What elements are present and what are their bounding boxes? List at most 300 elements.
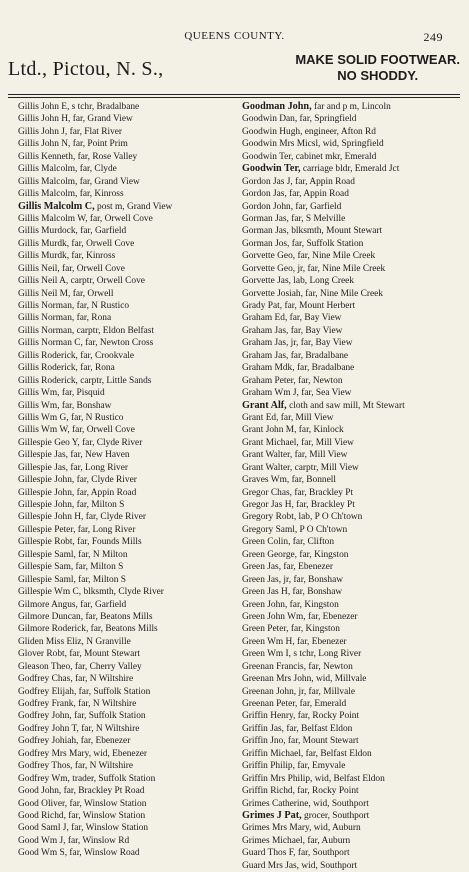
directory-entry bbox=[18, 760, 244, 772]
entry-details: far, Mill View bbox=[292, 450, 348, 461]
entry-name: Gillis Neil M, bbox=[18, 288, 71, 299]
entry-details: far, Mill View bbox=[278, 412, 334, 423]
entry-details: far, Appin Road bbox=[74, 487, 137, 498]
entry-name: Grant Walter, bbox=[242, 462, 293, 473]
entry-name: Good Wm J, bbox=[18, 835, 66, 846]
entry-details: far, Bradalbane bbox=[288, 350, 349, 361]
entry-details: N Granville bbox=[83, 636, 131, 647]
entry-details: far, Kingston bbox=[288, 624, 340, 635]
entry-name: Gordon John, bbox=[242, 201, 294, 212]
directory-entry bbox=[242, 337, 468, 349]
entry-name: Good Saml J, bbox=[18, 823, 69, 834]
directory-entry bbox=[18, 337, 244, 349]
entry-name: Gillespie John, bbox=[18, 475, 75, 486]
entry-name: Gorman Jas, bbox=[242, 226, 289, 237]
directory-entry bbox=[242, 785, 468, 797]
entry-name: Godfrey Thos, bbox=[18, 761, 73, 772]
entry-details: far, Appin Road bbox=[292, 176, 355, 187]
directory-entry bbox=[18, 288, 244, 300]
banner-slogan-line1: MAKE SOLID FOOTWEAR. bbox=[295, 52, 460, 67]
entry-details: far, Brackley Pt bbox=[293, 500, 355, 510]
entry-details: far, Clifton bbox=[290, 537, 335, 548]
entry-details: far, S Melville bbox=[288, 213, 346, 224]
entry-name: Gillis Norman, bbox=[18, 325, 75, 336]
entry-details: far, Belfast Eldon bbox=[303, 748, 372, 759]
entry-name: Gordon Jas J, bbox=[242, 176, 293, 187]
entry-name: Griffin Richd, bbox=[242, 786, 295, 797]
directory-entry bbox=[18, 511, 244, 523]
entry-details: far, Ebenezer bbox=[281, 562, 333, 573]
right-column bbox=[242, 101, 468, 872]
entry-details: far, Orwell Cove bbox=[59, 263, 125, 274]
entry-name: Green John, bbox=[242, 599, 288, 610]
directory-entry bbox=[18, 487, 244, 499]
entry-details: far, Grand View bbox=[70, 114, 133, 125]
entry-name: Grimes Michael, bbox=[242, 835, 306, 846]
entry-name: Green Jas, jr, bbox=[242, 574, 292, 585]
directory-entry bbox=[242, 201, 468, 213]
entry-name: Gillis Murdk, bbox=[18, 251, 70, 262]
directory-entry bbox=[242, 412, 468, 424]
entry-name: Greenan Francis, bbox=[242, 661, 307, 672]
entry-name: Godfrey Frank, bbox=[18, 699, 76, 709]
directory-entry bbox=[242, 437, 468, 449]
entry-details: far, Southport bbox=[295, 848, 350, 859]
entry-name: Good John, bbox=[18, 786, 62, 797]
entry-name: Gillis Murdk, bbox=[18, 238, 70, 249]
entry-name: Gillis Roderick, bbox=[18, 375, 78, 386]
entry-details: far, Garfield bbox=[77, 226, 127, 237]
entry-name: Glover Robt, bbox=[18, 649, 67, 660]
entry-details: far, N Rustico bbox=[74, 301, 130, 311]
entry-details: far, Crookvale bbox=[77, 350, 135, 361]
directory-entry bbox=[18, 325, 244, 337]
directory-entry bbox=[18, 798, 244, 810]
entry-name: Green John Wm, bbox=[242, 611, 306, 622]
directory-entry bbox=[242, 810, 468, 822]
entry-details: far, Bay View bbox=[287, 313, 342, 324]
entry-details: far, Suffolk Station bbox=[71, 711, 146, 722]
county-title: QUEENS COUNTY. bbox=[184, 30, 285, 42]
entry-details: far, Kinross bbox=[77, 189, 124, 200]
directory-entry bbox=[18, 238, 244, 250]
entry-details: far, N Wiltshire bbox=[78, 723, 140, 734]
directory-entry bbox=[18, 586, 244, 598]
entry-details: far, Nine Mile Creek bbox=[305, 263, 386, 274]
directory-entry bbox=[242, 263, 468, 275]
entry-name: Godfrey Elijah, bbox=[18, 686, 77, 697]
directory-entry bbox=[242, 474, 468, 486]
entry-details: far, Brackley Pt Road bbox=[61, 786, 145, 797]
entry-details: far, N Wiltshire bbox=[75, 699, 137, 709]
entry-details: far, Winslow Station bbox=[65, 810, 146, 821]
entry-details: far and p m, Lincoln bbox=[311, 102, 391, 112]
directory-entry bbox=[18, 151, 244, 163]
entry-details: far, Bay View bbox=[298, 338, 353, 349]
entry-details: carptr, Orwell Cove bbox=[68, 276, 145, 287]
advertisement-banner bbox=[8, 52, 460, 90]
entry-name: Grant Walter, bbox=[242, 450, 293, 461]
entry-name: Gillespie Jas, bbox=[18, 450, 68, 461]
directory-entry bbox=[18, 561, 244, 573]
entry-details: far, Emerald bbox=[297, 699, 347, 709]
entry-details: far, Kinlock bbox=[296, 425, 344, 436]
entry-name: Green Wm I, bbox=[242, 649, 292, 660]
entry-name: Goodwin Mrs Micsl, bbox=[242, 139, 321, 150]
directory-entry bbox=[242, 449, 468, 461]
entry-name: Gillis Neil A, bbox=[18, 276, 69, 287]
directory-entry bbox=[242, 822, 468, 834]
entry-name: Gregory Saml, bbox=[242, 524, 298, 535]
entry-name: Gliden Miss Eliz, bbox=[18, 636, 84, 647]
entry-name: Gillis Norman C, bbox=[18, 338, 83, 349]
directory-entry bbox=[18, 847, 244, 859]
entry-name: Griffin Jno, bbox=[242, 736, 286, 747]
entry-name: Good Wm S, bbox=[18, 848, 68, 859]
entry-details: far, N Wiltshire bbox=[72, 674, 134, 685]
entry-details: far, Mill View bbox=[298, 437, 354, 448]
entry-details: far, Mount Herbert bbox=[282, 301, 356, 311]
directory-entry bbox=[242, 325, 468, 337]
entry-name: Graham Jas, jr, bbox=[242, 338, 299, 349]
entry-details: far, Mount Stewart bbox=[285, 736, 359, 747]
entry-details: far, Long River bbox=[68, 462, 129, 473]
directory-entry bbox=[242, 549, 468, 561]
banner-slogan-line2: NO SHODDY. bbox=[337, 68, 419, 83]
entry-details: far, Clyde River bbox=[83, 512, 147, 523]
entry-details: cabinet mkr, Emerald bbox=[293, 151, 377, 162]
directory-entry bbox=[242, 400, 468, 412]
entry-name: Green George, bbox=[242, 549, 298, 560]
entry-name: Gillis John N, bbox=[18, 139, 71, 150]
entry-details: far, Nine Mile Creek bbox=[302, 288, 383, 299]
directory-entry bbox=[18, 735, 244, 747]
directory-entry bbox=[242, 499, 468, 511]
directory-entry bbox=[242, 362, 468, 374]
page-header bbox=[0, 30, 469, 46]
directory-entry bbox=[242, 350, 468, 362]
directory-entry bbox=[242, 163, 468, 175]
directory-entry bbox=[18, 201, 244, 213]
entry-name: Grimes Mrs Mary, bbox=[242, 823, 312, 834]
entry-name: Grant Alf, bbox=[242, 399, 287, 411]
entry-name: Green Wm H, bbox=[242, 636, 295, 647]
entry-name: Greenan John, jr, bbox=[242, 686, 307, 697]
directory-entry bbox=[242, 847, 468, 859]
entry-name: Gillespie Robt, bbox=[18, 537, 75, 548]
entry-details: far, Point Prim bbox=[70, 139, 128, 150]
directory-entry bbox=[18, 300, 244, 312]
entry-details: far, Orwell bbox=[70, 288, 114, 299]
entry-name: Goodwin Ter, bbox=[242, 163, 301, 175]
directory-entry bbox=[18, 188, 244, 200]
entry-details: far, Rocky Point bbox=[294, 786, 359, 797]
entry-details: lab, Long Creek bbox=[290, 276, 354, 287]
entry-details: far, Rocky Point bbox=[295, 711, 360, 722]
directory-entry bbox=[242, 574, 468, 586]
directory-entry bbox=[242, 126, 468, 138]
entry-name: Gillis John J, bbox=[18, 126, 68, 137]
entry-name: Gillis Kenneth, bbox=[18, 151, 76, 162]
entry-details: far, Garfield bbox=[77, 599, 127, 610]
entry-details: far, Milton S bbox=[75, 574, 126, 585]
entry-details: far, N Wiltshire bbox=[72, 761, 134, 772]
entry-details: far, Garfield bbox=[293, 201, 342, 212]
entry-name: Godfrey Mrs Mary, bbox=[18, 748, 92, 759]
entry-name: Gillespie Saml, bbox=[18, 549, 76, 560]
entry-name: Gregor Chas, bbox=[242, 487, 292, 498]
entry-details: far, Emyvale bbox=[294, 761, 346, 772]
directory-entry bbox=[242, 225, 468, 237]
directory-entry bbox=[18, 536, 244, 548]
directory-entry bbox=[242, 424, 468, 436]
entry-name: Gillis Wm, bbox=[18, 388, 60, 399]
entry-details: far, Clyde River bbox=[74, 475, 137, 486]
entry-details: far, Suffolk Station bbox=[76, 686, 151, 697]
entry-name: Gillis Roderick, bbox=[18, 363, 78, 374]
entry-name: Gillespie Wm C, bbox=[18, 587, 82, 598]
entry-details: far, Clyde River bbox=[79, 437, 143, 448]
entry-name: Green Colin, bbox=[242, 537, 291, 548]
entry-name: Gordon Jas, bbox=[242, 189, 287, 200]
entry-details: far, N Milton bbox=[75, 549, 128, 560]
directory-entry bbox=[242, 798, 468, 810]
directory-entry bbox=[18, 412, 244, 424]
directory-entry bbox=[242, 586, 468, 598]
entry-details: far, Orwell Cove bbox=[69, 238, 135, 249]
entry-name: Godfrey John, bbox=[18, 711, 72, 722]
directory-entry bbox=[18, 524, 244, 536]
directory-entry bbox=[18, 785, 244, 797]
directory-entry bbox=[18, 474, 244, 486]
directory-entry bbox=[18, 375, 244, 387]
entry-details: far, Nine Mile Creek bbox=[295, 251, 376, 262]
directory-entry bbox=[242, 723, 468, 735]
directory-entry bbox=[242, 623, 468, 635]
directory-entry bbox=[18, 449, 244, 461]
entry-name: Gillis John E, bbox=[18, 102, 70, 112]
directory-entry bbox=[242, 599, 468, 611]
directory-entry bbox=[242, 835, 468, 847]
entry-name: Green Peter, bbox=[242, 624, 289, 635]
entry-details: far, Milton S bbox=[73, 562, 124, 573]
entry-details: far, Grand View bbox=[77, 176, 140, 187]
entry-details: far, Kingston bbox=[287, 599, 339, 610]
entry-name: Gilmore Duncan, bbox=[18, 611, 84, 622]
entry-details: cloth and saw mill, Mt Stewart bbox=[286, 400, 405, 411]
entry-name: Gillis Norman, bbox=[18, 313, 75, 324]
directory-entry bbox=[18, 263, 244, 275]
entry-name: Godfrey Johiah, bbox=[18, 736, 79, 747]
entry-name: Gillis John H, bbox=[18, 114, 71, 125]
entry-details: far, Winslow Station bbox=[67, 798, 147, 809]
directory-entry bbox=[18, 213, 244, 225]
entry-name: Godfrey Chas, bbox=[18, 674, 73, 685]
directory-entry bbox=[242, 698, 468, 710]
entry-details: far, Bonshaw bbox=[59, 400, 112, 411]
left-column bbox=[18, 101, 244, 860]
entry-details: far, Pisquid bbox=[59, 388, 105, 399]
directory-entry bbox=[18, 686, 244, 698]
entry-name: Gillespie Sam, bbox=[18, 562, 74, 573]
entry-details: far, Suffolk Station bbox=[289, 238, 364, 249]
entry-details: far, Newton bbox=[295, 375, 343, 386]
entry-name: Grant Michael, bbox=[242, 437, 299, 448]
entry-details: far, Beatons Mills bbox=[83, 611, 153, 622]
directory-entry bbox=[242, 636, 468, 648]
entry-name: Griffin Mrs Philip, bbox=[242, 773, 313, 784]
entry-name: Greenan Mrs John, bbox=[242, 674, 314, 685]
entry-name: Godfrey Wm, bbox=[18, 773, 70, 784]
entry-name: Gillis Wm, bbox=[18, 400, 60, 411]
directory-entry bbox=[242, 760, 468, 772]
entry-name: Graves Wm, bbox=[242, 475, 290, 486]
directory-entry bbox=[18, 424, 244, 436]
directory-entry bbox=[18, 250, 244, 262]
entry-name: Good Oliver, bbox=[18, 798, 68, 809]
entry-name: Griffin Henry, bbox=[242, 711, 296, 722]
entry-details: far, Clyde bbox=[77, 164, 117, 175]
entry-name: Griffin Jas, bbox=[242, 723, 285, 734]
entry-name: Gillespie Saml, bbox=[18, 574, 76, 585]
entry-name: Gillis Malcolm, bbox=[18, 164, 78, 175]
entry-details: far, Winslow Rd bbox=[65, 835, 130, 846]
entry-name: Green Jas, bbox=[242, 562, 282, 573]
directory-entry bbox=[242, 312, 468, 324]
entry-details: far, Bonshaw bbox=[291, 574, 344, 585]
entry-details: far, Ebenezer bbox=[294, 636, 347, 647]
directory-entry bbox=[18, 225, 244, 237]
directory-entry bbox=[18, 698, 244, 710]
entry-name: Gorvette Jas, bbox=[242, 276, 291, 287]
entry-details: far, Winslow Station bbox=[68, 823, 149, 834]
directory-entry bbox=[242, 101, 468, 113]
entry-details: carptr, Mill View bbox=[292, 462, 359, 473]
entry-details: far, Sea View bbox=[298, 388, 352, 399]
entry-details: wid, Auburn bbox=[311, 823, 361, 834]
directory-entry bbox=[18, 462, 244, 474]
entry-details: far, Beatons Mills bbox=[88, 624, 158, 635]
directory-entry bbox=[18, 138, 244, 150]
entry-name: Gillespie Jas, bbox=[18, 462, 68, 473]
entry-details: carriage bldr, Emerald Jct bbox=[300, 164, 400, 175]
entry-name: Gillespie Geo Y, bbox=[18, 437, 80, 448]
entry-name: Graham Peter, bbox=[242, 375, 296, 386]
entry-details: far, Milton S bbox=[74, 500, 125, 510]
entry-details: trader, Suffolk Station bbox=[69, 773, 156, 784]
entry-details: far, Winslow Road bbox=[67, 848, 140, 859]
directory-entry bbox=[18, 101, 244, 113]
directory-entry bbox=[242, 748, 468, 760]
entry-name: Gregor Jas H, bbox=[242, 500, 294, 510]
entry-details: far, Long River bbox=[75, 524, 136, 535]
entry-name: Goodwin Ter, bbox=[242, 151, 294, 162]
entry-name: Gillis Wm W, bbox=[18, 425, 70, 436]
directory-entry bbox=[18, 126, 244, 138]
directory-entry bbox=[18, 275, 244, 287]
entry-name: Grant Ed, bbox=[242, 412, 279, 423]
entry-details: far, Flat River bbox=[67, 126, 123, 137]
entry-details: far, Founds Mills bbox=[74, 537, 142, 548]
entry-name: Gilmore Angus, bbox=[18, 599, 78, 610]
directory-entry bbox=[18, 810, 244, 822]
directory-entry bbox=[242, 275, 468, 287]
directory-entry bbox=[242, 611, 468, 623]
directory-entry bbox=[18, 549, 244, 561]
entry-details: lab, P O Ch'town bbox=[296, 512, 363, 523]
entry-details: far, Kinross bbox=[69, 251, 116, 262]
entry-details: wid, Southport bbox=[310, 798, 369, 809]
entry-name: Gorman Jas, bbox=[242, 213, 289, 224]
entry-name: Green Jas H, bbox=[242, 587, 291, 598]
directory-entry bbox=[242, 524, 468, 536]
entry-name: Gorvette Geo, bbox=[242, 251, 296, 262]
entry-name: Gillis Neil, bbox=[18, 263, 60, 274]
entry-name: Good Richd, bbox=[18, 810, 66, 821]
directory-entry bbox=[18, 387, 244, 399]
directory-entry bbox=[18, 723, 244, 735]
directory-entry bbox=[18, 661, 244, 673]
directory-entry bbox=[242, 710, 468, 722]
entry-name: Gleason Theo, bbox=[18, 661, 73, 672]
entry-details: carptr, Little Sands bbox=[77, 375, 152, 386]
banner-slogan bbox=[295, 52, 460, 84]
entry-name: Grimes J Pat, bbox=[242, 809, 302, 821]
entry-name: Gillis Malcolm, bbox=[18, 189, 78, 200]
page-number: 249 bbox=[423, 30, 443, 44]
directory-entry bbox=[242, 288, 468, 300]
entry-details: carptr, Eldon Belfast bbox=[74, 325, 155, 336]
directory-entry bbox=[242, 536, 468, 548]
entry-details: far, Bonnell bbox=[289, 475, 336, 486]
entry-name: Guard Mrs Jas, bbox=[242, 860, 300, 871]
entry-details: far, Bonshaw bbox=[290, 587, 343, 598]
entry-details: s tchr, Long River bbox=[291, 649, 362, 660]
banner-rule-bottom bbox=[8, 97, 460, 98]
entry-name: Grady Pat, bbox=[242, 301, 283, 311]
directory-entry bbox=[242, 860, 468, 872]
directory-entry bbox=[18, 611, 244, 623]
entry-details: far, Belfast Eldon bbox=[284, 723, 353, 734]
entry-name: Gillis Wm G, bbox=[18, 412, 69, 423]
directory-entry bbox=[242, 188, 468, 200]
banner-rule-top bbox=[8, 94, 460, 95]
directory-entry bbox=[18, 437, 244, 449]
directory-entry bbox=[18, 623, 244, 635]
directory-entry bbox=[18, 748, 244, 760]
entry-details: far, Mount Stewart bbox=[66, 649, 141, 660]
entry-details: wid, Millvale bbox=[313, 674, 367, 685]
directory-entry bbox=[242, 735, 468, 747]
directory-entry bbox=[242, 250, 468, 262]
entry-name: Gillespie John H, bbox=[18, 512, 84, 523]
entry-details: wid, Ebenezer bbox=[91, 748, 148, 759]
entry-name: Graham Wm J, bbox=[242, 388, 299, 399]
entry-details: far, Kingston bbox=[297, 549, 349, 560]
entry-details: far, Orwell Cove bbox=[87, 213, 153, 224]
directory-entry bbox=[242, 673, 468, 685]
entry-name: Graham Jas, bbox=[242, 325, 289, 336]
directory-entry bbox=[18, 648, 244, 660]
directory-entry bbox=[242, 387, 468, 399]
entry-details: wid, Belfast Eldon bbox=[312, 773, 385, 784]
entry-details: far, Orwell Cove bbox=[69, 425, 135, 436]
directory-entry bbox=[242, 487, 468, 499]
directory-entry bbox=[18, 835, 244, 847]
entry-name: Gillis Roderick, bbox=[18, 350, 78, 361]
entry-details: far, Ebenezer bbox=[305, 611, 358, 622]
entry-name: Goodwin Dan, bbox=[242, 114, 298, 125]
